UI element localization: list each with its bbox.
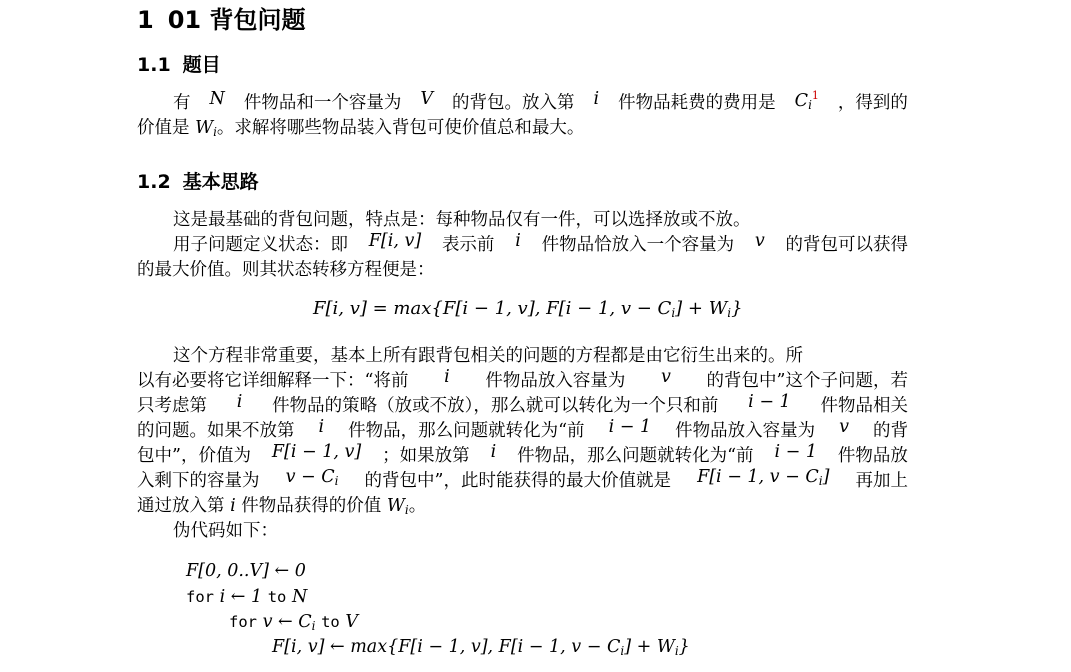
math-part: i ← 1 <box>219 587 263 607</box>
math-part: v ← C <box>262 612 312 632</box>
text: 件物品的策略（放或不放），那么就可以转化为一个只和前 <box>272 396 719 416</box>
transition-equation <box>313 298 743 320</box>
text: 入剩下的容量为 <box>137 471 260 491</box>
math-sub: i <box>671 306 676 320</box>
subsection-heading-idea <box>137 167 259 194</box>
text: 件物品放入容量为 <box>485 371 626 391</box>
subsection-number: 1.1 <box>137 54 171 76</box>
text: 件物品获得的价值 <box>241 496 382 516</box>
math-part: v − C <box>285 467 335 487</box>
code-line-3 <box>229 612 358 633</box>
equation-part: ] + W <box>675 298 728 319</box>
footnote-link[interactable]: 1 <box>811 89 819 102</box>
math-i: i <box>444 367 450 387</box>
math-sub: i <box>674 644 679 658</box>
math-sub: i <box>404 503 409 517</box>
math-Ci <box>795 89 819 114</box>
idea-line-1: 这是最基础的背包问题，特点是：每种物品仅有一件，可以选择放或不放。 <box>173 210 751 230</box>
subsection-heading-problem <box>137 50 221 77</box>
math-i-minus-1: i − 1 <box>608 417 652 437</box>
math-i: i <box>593 89 600 109</box>
math-v-minus-Ci <box>286 467 339 492</box>
text: 件物品放 <box>837 446 908 466</box>
subsection-number: 1.2 <box>137 171 171 193</box>
keyword-to: to <box>267 588 287 606</box>
text: ，得到的 <box>837 93 908 113</box>
section-number: 1 <box>137 6 154 34</box>
text: 有 <box>173 93 191 113</box>
explain-line-3 <box>137 392 908 417</box>
math-V: V <box>420 89 433 109</box>
subsection-title: 题目 <box>182 54 221 76</box>
math-i: i <box>318 417 325 437</box>
text: 再加上 <box>855 471 908 491</box>
text: 。求解将哪些物品装入背包可使价值总和最大。 <box>216 118 585 138</box>
keyword-to: to <box>321 613 340 631</box>
math-i: i <box>230 496 236 516</box>
math-i: i <box>515 231 521 251</box>
math-sub: i <box>620 644 625 658</box>
math-v: v <box>839 417 849 437</box>
math-W: W <box>386 496 405 516</box>
keyword-for: for <box>229 613 257 631</box>
text: 表示前 <box>441 235 495 255</box>
code-line-4 <box>272 637 690 658</box>
math-part: F[i − 1, v − C <box>697 467 819 487</box>
text: 价值是 <box>137 118 190 138</box>
explain-line-6 <box>137 467 908 492</box>
text: 件物品，那么问题就转化为“前 <box>348 421 585 441</box>
math-i-minus-1: i − 1 <box>774 442 817 462</box>
idea-line-3: 的最大价值。则其状态转移方程便是： <box>137 260 435 280</box>
text: 。 <box>408 496 427 516</box>
math-F: F[i, v] <box>368 231 422 251</box>
idea-line-2 <box>173 231 908 256</box>
math-v: v <box>660 367 671 387</box>
text: 件物品相关 <box>820 396 908 416</box>
keyword-for: for <box>186 588 214 606</box>
equation-part: } <box>731 298 743 319</box>
text: 件物品放入容量为 <box>675 421 816 441</box>
math-V: V <box>345 612 358 632</box>
text: 用子问题定义状态：即 <box>173 235 348 255</box>
section-heading <box>137 0 305 35</box>
math-sub: i <box>808 97 812 112</box>
text: 的背 <box>872 421 908 441</box>
text: 包中”，价值为 <box>137 446 251 466</box>
math-v: v <box>754 231 765 251</box>
section-title: 01 背包问题 <box>167 6 306 34</box>
math-sub: i <box>818 474 823 488</box>
math-part: ] <box>822 467 830 487</box>
explain-line-2 <box>137 367 908 392</box>
math-i: i <box>490 442 497 462</box>
explain-line-5 <box>137 442 908 467</box>
text: 件物品耗费的费用是 <box>618 93 776 113</box>
explain-line-4 <box>137 417 908 442</box>
text: 的问题。如果不放第 <box>137 421 295 441</box>
math-sub: i <box>727 306 732 320</box>
text: 以有必要将它详细解释一下：“将前 <box>137 371 409 391</box>
math-sub: i <box>334 474 339 488</box>
math-sub: i <box>213 125 217 139</box>
text: 的背包中”这个子问题，若 <box>706 371 908 391</box>
text: 的背包中”，此时能获得的最大价值就是 <box>364 471 671 491</box>
math-F-expr <box>697 467 829 492</box>
explain-line-7 <box>137 492 426 517</box>
math-part: } <box>678 637 690 657</box>
code-line-1: F[0, 0..V] ← 0 <box>186 561 306 581</box>
math-sub: i <box>311 619 316 633</box>
explain-line-8: 伪代码如下： <box>173 521 278 541</box>
text: 件物品和一个容量为 <box>243 93 402 113</box>
problem-line-2 <box>137 114 584 139</box>
explain-line-1: 这个方程非常重要，基本上所有跟背包相关的问题的方程都是由它衍生出来的。所 <box>173 346 803 366</box>
text: 的背包可以获得 <box>785 235 908 255</box>
math-N: N <box>291 587 308 607</box>
math-i-minus-1: i − 1 <box>748 392 791 412</box>
math-part: F[i, v] ← max{F[i − 1, v], F[i − 1, v − C <box>272 637 621 657</box>
math-N: N <box>209 89 225 109</box>
code-line-2 <box>186 587 307 607</box>
text: ；如果放第 <box>382 446 470 466</box>
math-part: ] + W <box>624 637 675 657</box>
problem-line-1 <box>173 89 908 114</box>
text: 只考虑第 <box>137 396 207 416</box>
math-F: F[i − 1, v] <box>271 442 362 462</box>
text: 件物品恰放入一个容量为 <box>541 235 735 255</box>
text: 件物品，那么问题就转化为“前 <box>517 446 754 466</box>
text: 通过放入第 <box>137 496 225 516</box>
math-C: C <box>794 90 809 111</box>
math-W: W <box>195 118 214 138</box>
text: 的背包。放入第 <box>452 93 575 113</box>
subsection-title: 基本思路 <box>182 171 259 193</box>
equation-part: F[i, v] = max{F[i − 1, v], F[i − 1, v − C <box>313 298 672 319</box>
math-i: i <box>236 392 243 412</box>
